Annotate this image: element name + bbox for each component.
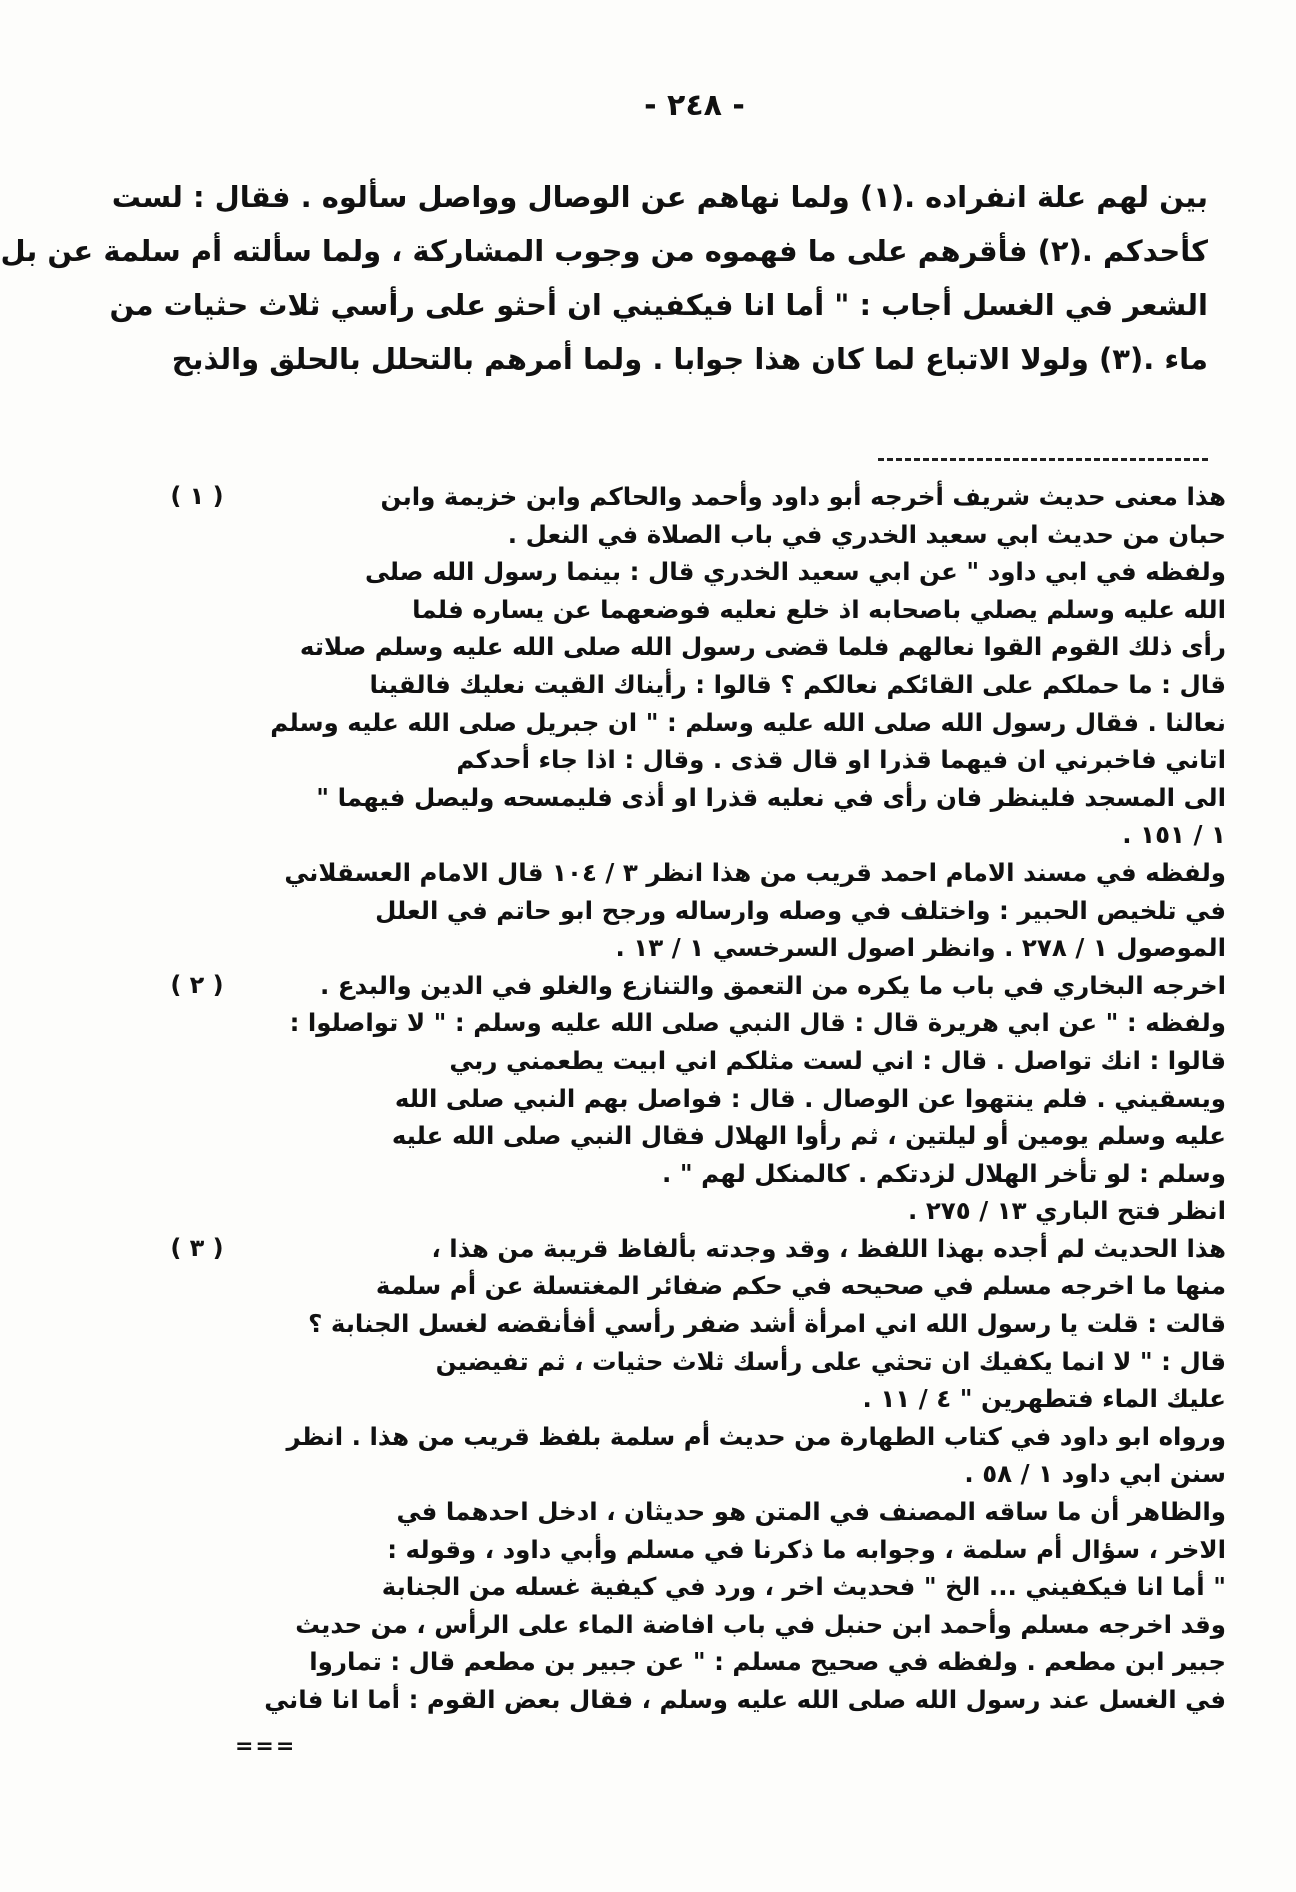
footnote-line: اتاني فاخبرني ان فيهما قذرا او قال قذى . وقال : اذا جاء أحدكم (456, 745, 1226, 775)
main-text-line: الشعر في الغسل أجاب : " أما انا فيكفيني ان أحثو على رأسي ثلاث حثيات من (109, 288, 1208, 322)
footnote-1 (156, 478, 1226, 967)
footnote-line: سنن ابي داود ١ / ٥٨ . (964, 1459, 1226, 1489)
footnote-line: نعالنا . فقال رسول الله صلى الله عليه وسلم : " ان جبريل صلى الله عليه وسلم (270, 707, 1226, 737)
main-text-line: بين لهم علة انفراده .(١) ولما نهاهم عن الوصال وواصل سألوه . فقال : لست (111, 180, 1208, 214)
main-text-line: كأحدكم .(٢) فأقرهم على ما فهموه من وجوب المشاركة ، ولما سألته أم سلمة عن بل (0, 234, 1208, 268)
footnote-line: الله عليه وسلم يصلي باصحابه اذ خلع نعليه فوضعهما عن يساره فلما (412, 594, 1226, 624)
footnote-marker: ( ٢ ) (170, 970, 224, 999)
footnote-line: ولفظه في مسند الامام احمد قريب من هذا انظر ٣ / ١٠٤ قال الامام العسقلاني (284, 857, 1226, 887)
footnotes (156, 478, 1226, 1719)
footnote-line: حبان من حديث ابي سعيد الخدري في باب الصلاة في النعل . (507, 519, 1226, 549)
footnote-line: وقد اخرجه مسلم وأحمد ابن حنبل في باب افاضة الماء على الرأس ، من حديث (295, 1609, 1226, 1639)
footnote-line: قالت : قلت يا رسول الله اني امرأة أشد ضفر رأسي أفأنقضه لغسل الجنابة ؟ (308, 1309, 1226, 1339)
footnote-line: اخرجه البخاري في باب ما يكره من التعمق والتنازع والغلو في الدين والبدع . (320, 970, 1226, 1000)
footnote-line: قالوا : انك تواصل . قال : اني لست مثلكم اني ابيت يطعمني ربي (449, 1045, 1226, 1075)
footnote-line: والظاهر أن ما ساقه المصنف في المتن هو حديثان ، ادخل احدهما في (396, 1497, 1226, 1527)
footnote-line: قال : " لا انما يكفيك ان تحثي على رأسك ثلاث حثيات ، ثم تفيضين (435, 1346, 1226, 1376)
main-text-line: ماء .(٣) ولولا الاتباع لما كان هذا جوابا . ولما أمرهم بالتحلل بالحلق والذبح (171, 342, 1208, 376)
page-number: - ٢٤٨ - (644, 88, 745, 123)
footnote-line: منها ما اخرجه مسلم في صحيحه في حكم ضفائر المغتسلة عن أم سلمة (375, 1271, 1226, 1301)
footnote-line: عليك الماء فتطهرين " ٤ / ١١ . (862, 1384, 1226, 1414)
footnote-line: عليه وسلم يومين أو ليلتين ، ثم رأوا الهلال فقال النبي صلى الله عليه (391, 1121, 1226, 1151)
footnote-3 (156, 1230, 1226, 1719)
footnote-line: في الغسل عند رسول الله صلى الله عليه وسلم ، فقال بعض القوم : أما انا فاني (264, 1685, 1226, 1714)
footnote-line: الاخر ، سؤال أم سلمة ، وجوابه ما ذكرنا في مسلم وأبي داود ، وقوله : (387, 1534, 1226, 1564)
footnote-line: وسلم : لو تأخر الهلال لزدتكم . كالمنكل لهم " . (662, 1158, 1226, 1188)
footnote-2 (156, 967, 1226, 1230)
footnote-line: ورواه ابو داود في كتاب الطهارة من حديث أم سلمة بلفظ قريب من هذا . انظر (286, 1421, 1226, 1451)
footnote-marker: ( ١ ) (170, 482, 224, 510)
footnote-line: هذا معنى حديث شريف أخرجه أبو داود وأحمد والحاكم وابن خزيمة وابن (380, 482, 1226, 511)
main-text (0, 170, 1208, 386)
footnote-line: هذا الحديث لم أجده بهذا اللفظ ، وقد وجدته بألفاظ قريبة من هذا ، (431, 1233, 1226, 1263)
footnote-separator (878, 458, 1208, 461)
footnote-line: رأى ذلك القوم القوا نعالهم فلما قضى رسول الله صلى الله عليه وسلم صلاته (299, 632, 1226, 662)
end-mark: === (235, 1734, 297, 1759)
footnote-line: في تلخيص الحبير : واختلف في وصله وارساله ورجح ابو حاتم في العلل (375, 895, 1226, 925)
footnote-line: ولفظه : " عن ابي هريرة قال : قال النبي صلى الله عليه وسلم : " لا تواصلوا : (289, 1008, 1226, 1038)
footnote-line: ولفظه في ابي داود " عن ابي سعيد الخدري قال : بينما رسول الله صلى (364, 557, 1226, 587)
footnote-line: جبير ابن مطعم . ولفظه في صحيح مسلم : " عن جبير بن مطعم قال : تماروا (309, 1647, 1226, 1677)
footnote-body (238, 1230, 1226, 1719)
footnote-marker: ( ٣ ) (170, 1233, 224, 1262)
footnote-line: الى المسجد فلينظر فان رأى في نعليه قذرا او أذى فليمسحه وليصل فيهما " (316, 782, 1226, 812)
footnote-body (238, 967, 1226, 1230)
footnote-line: انظر فتح الباري ١٣ / ٢٧٥ . (907, 1196, 1226, 1226)
footnote-line: " أما انا فيكفيني ... الخ " فحديث اخر ، ورد في كيفية غسله من الجنابة (381, 1572, 1226, 1602)
footnote-body (238, 478, 1226, 967)
footnote-line: قال : ما حملكم على القائكم نعالكم ؟ قالوا : رأيناك القيت نعليك فالقينا (369, 669, 1226, 699)
footnote-line: ويسقيني . فلم ينتهوا عن الوصال . قال : فواصل بهم النبي صلى الله (394, 1083, 1226, 1113)
footnote-line: ١ / ١٥١ . (1122, 820, 1226, 850)
footnote-line: الموصول ١ / ٢٧٨ . وانظر اصول السرخسي ١ / ١٣ . (615, 933, 1226, 963)
